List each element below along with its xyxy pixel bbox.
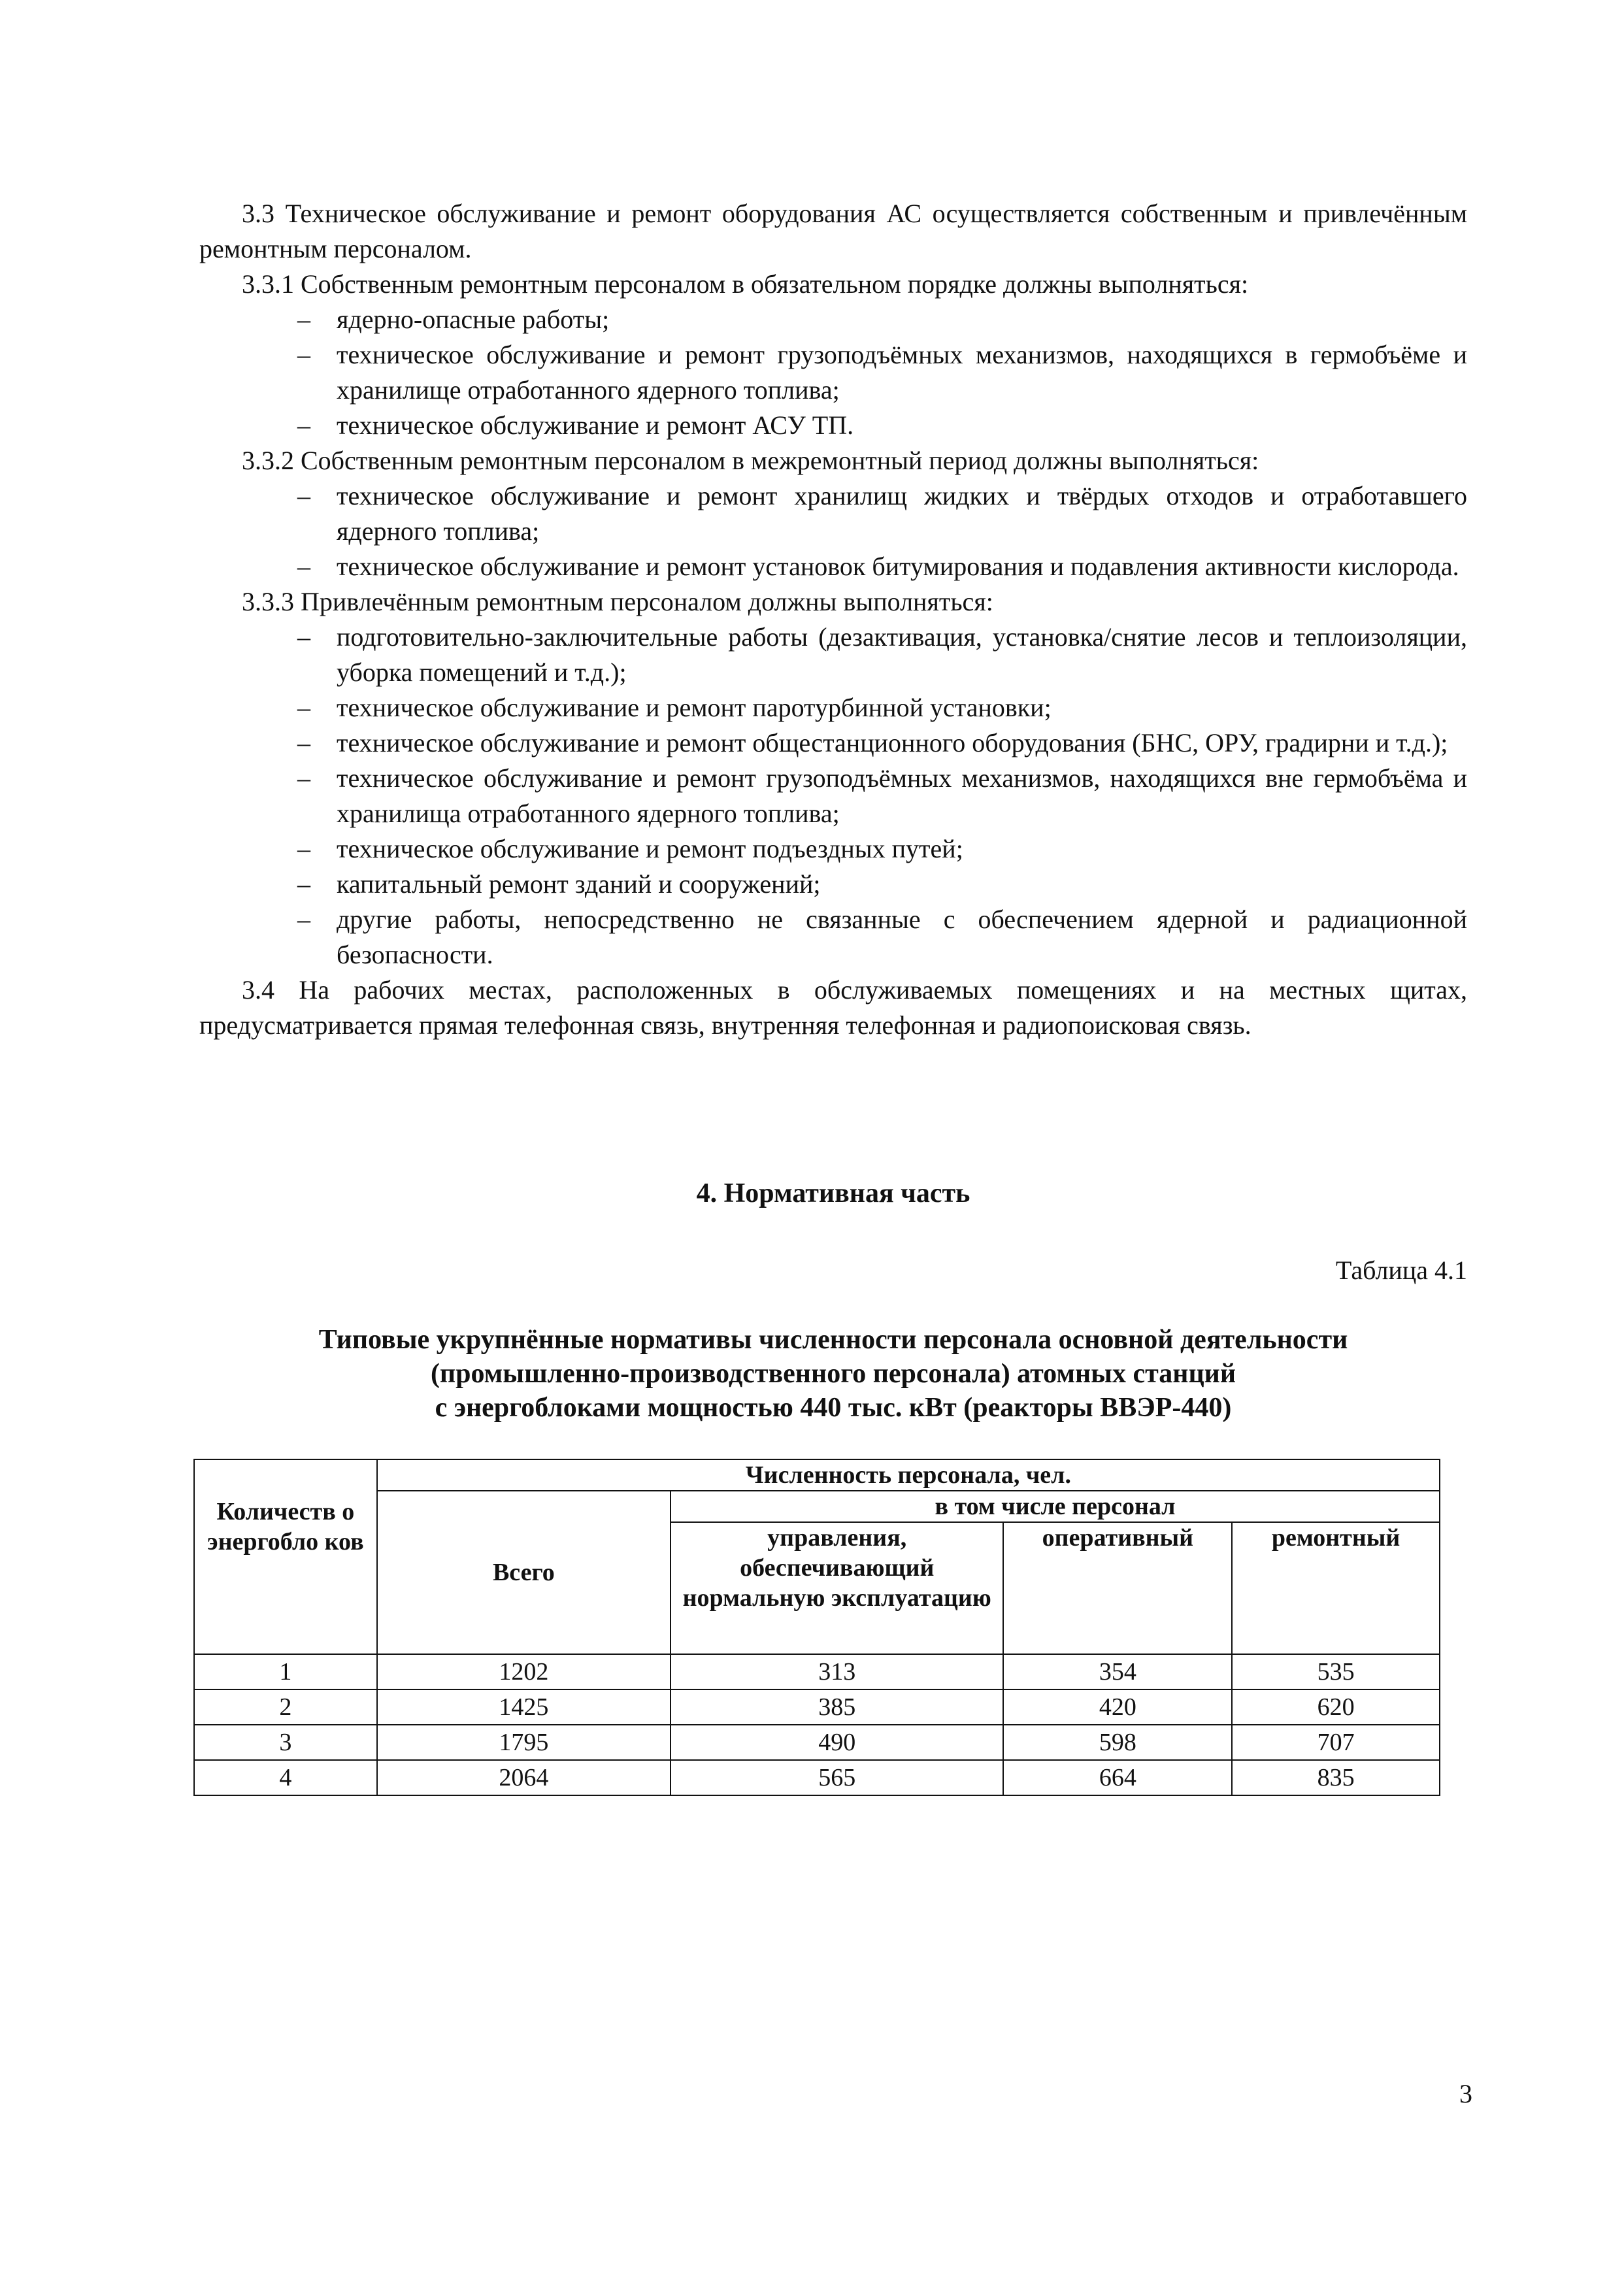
cell-management: 313 bbox=[671, 1654, 1004, 1689]
cell-total: 2064 bbox=[377, 1760, 671, 1795]
cell-operational: 664 bbox=[1003, 1760, 1232, 1795]
list-3-3-2 bbox=[199, 478, 1467, 584]
paragraph-3-3-2-title: 3.3.2 Собственным ремонтным персоналом в межремонтный период должны выполняться: bbox=[242, 446, 1259, 475]
cell-units: 1 bbox=[194, 1654, 377, 1689]
paragraph-3-4: 3.4 На рабочих местах, расположенных в обслуживаемых помещениях и на местных щитах, предусматривается прямая телефонная связь, внутренняя телефонная и радиопоисковая связь. bbox=[199, 975, 1467, 1040]
list-3-3-1 bbox=[199, 302, 1467, 443]
table-title-line-1: Типовые укрупнённые нормативы численности персонала основной деятельности bbox=[318, 1325, 1348, 1355]
list-marker: – bbox=[297, 622, 310, 652]
list-item: – техническое обслуживание и ремонт общестанционного оборудования (БНС, ОРУ, градирни и т.д.); bbox=[199, 725, 1467, 761]
table-row bbox=[194, 1689, 1440, 1725]
list-item: – другие работы, непосредственно не связанные с обеспечением ядерной и радиационной безопасности. bbox=[199, 902, 1467, 972]
header-including: в том числе персонал bbox=[671, 1491, 1440, 1522]
list-item: – техническое обслуживание и ремонт грузоподъёмных механизмов, находящихся вне гермобъёма и хранилища отработанного ядерного топлива; bbox=[199, 761, 1467, 831]
staffing-norms-table bbox=[193, 1459, 1440, 1796]
cell-management: 490 bbox=[671, 1725, 1004, 1760]
cell-total: 1202 bbox=[377, 1654, 671, 1689]
cell-operational: 354 bbox=[1003, 1654, 1232, 1689]
cell-units: 4 bbox=[194, 1760, 377, 1795]
list-marker: – bbox=[297, 869, 310, 899]
header-repair: ремонтный bbox=[1232, 1522, 1440, 1654]
list-item: – техническое обслуживание и ремонт подъездных путей; bbox=[199, 831, 1467, 867]
table-title-line-3: с энергоблоками мощностью 440 тыс. кВт (реакторы ВВЭР-440) bbox=[435, 1393, 1232, 1423]
cell-total: 1795 bbox=[377, 1725, 671, 1760]
cell-total: 1425 bbox=[377, 1689, 671, 1725]
list-item: – ядерно-опасные работы; bbox=[199, 302, 1467, 337]
list-item: – техническое обслуживание и ремонт хранилищ жидких и твёрдых отходов и отработавшего ядерного топлива; bbox=[199, 478, 1467, 549]
list-item: – капитальный ремонт зданий и сооружений; bbox=[199, 867, 1467, 902]
table-title bbox=[199, 1323, 1467, 1425]
section-heading: 4. Нормативная часть bbox=[696, 1178, 970, 1208]
table-row bbox=[194, 1654, 1440, 1689]
cell-repair: 707 bbox=[1232, 1725, 1440, 1760]
paragraph-3-3-3-title: 3.3.3 Привлечённым ремонтным персоналом должны выполняться: bbox=[242, 587, 993, 616]
table-row bbox=[194, 1725, 1440, 1760]
list-item: – техническое обслуживание и ремонт установок битумирования и подавления активности кислорода. bbox=[199, 549, 1467, 584]
cell-repair: 620 bbox=[1232, 1689, 1440, 1725]
header-management: управления, обеспечивающий нормальную эксплуатацию bbox=[671, 1522, 1004, 1654]
page-number: 3 bbox=[1459, 2079, 1472, 2108]
list-marker: – bbox=[297, 693, 310, 722]
cell-units: 3 bbox=[194, 1725, 377, 1760]
paragraph-3-3-1-title: 3.3.1 Собственным ремонтным персоналом в обязательном порядке должны выполняться: bbox=[242, 269, 1249, 299]
cell-management: 565 bbox=[671, 1760, 1004, 1795]
list-item: – техническое обслуживание и ремонт грузоподъёмных механизмов, находящихся в гермобъёме и хранилище отработанного ядерного топлива; bbox=[199, 337, 1467, 408]
list-item: – подготовительно-заключительные работы (дезактивация, установка/снятие лесов и теплоизоляции, уборка помещений и т.д.); bbox=[199, 620, 1467, 690]
list-marker: – bbox=[297, 481, 310, 510]
list-marker: – bbox=[297, 834, 310, 863]
list-marker: – bbox=[297, 763, 310, 793]
cell-units: 2 bbox=[194, 1689, 377, 1725]
paragraph-3-3: 3.3 Техническое обслуживание и ремонт оборудования АС осуществляется собственным и привлечённым ремонтным персоналом. bbox=[199, 199, 1467, 263]
cell-operational: 598 bbox=[1003, 1725, 1232, 1760]
list-marker: – bbox=[297, 340, 310, 369]
header-total: Всего bbox=[377, 1491, 671, 1654]
header-operational: оперативный bbox=[1003, 1522, 1232, 1654]
list-item: – техническое обслуживание и ремонт паротурбинной установки; bbox=[199, 690, 1467, 725]
table-row bbox=[194, 1760, 1440, 1795]
list-marker: – bbox=[297, 305, 310, 334]
list-marker: – bbox=[297, 905, 310, 934]
list-3-3-3 bbox=[199, 620, 1467, 972]
table-title-line-2: (промышленно-производственного персонала) атомных станций bbox=[430, 1359, 1236, 1389]
list-marker: – bbox=[297, 728, 310, 757]
header-units-count: Количеств о энергобло ков bbox=[194, 1459, 377, 1654]
list-marker: – bbox=[297, 410, 310, 440]
cell-repair: 535 bbox=[1232, 1654, 1440, 1689]
list-item: – техническое обслуживание и ремонт АСУ ТП. bbox=[199, 408, 1467, 443]
body-text bbox=[199, 196, 1467, 1043]
table-label: Таблица 4.1 bbox=[1335, 1255, 1467, 1285]
cell-repair: 835 bbox=[1232, 1760, 1440, 1795]
header-staff-count: Численность персонала, чел. bbox=[377, 1459, 1440, 1491]
cell-management: 385 bbox=[671, 1689, 1004, 1725]
cell-operational: 420 bbox=[1003, 1689, 1232, 1725]
list-marker: – bbox=[297, 552, 310, 581]
